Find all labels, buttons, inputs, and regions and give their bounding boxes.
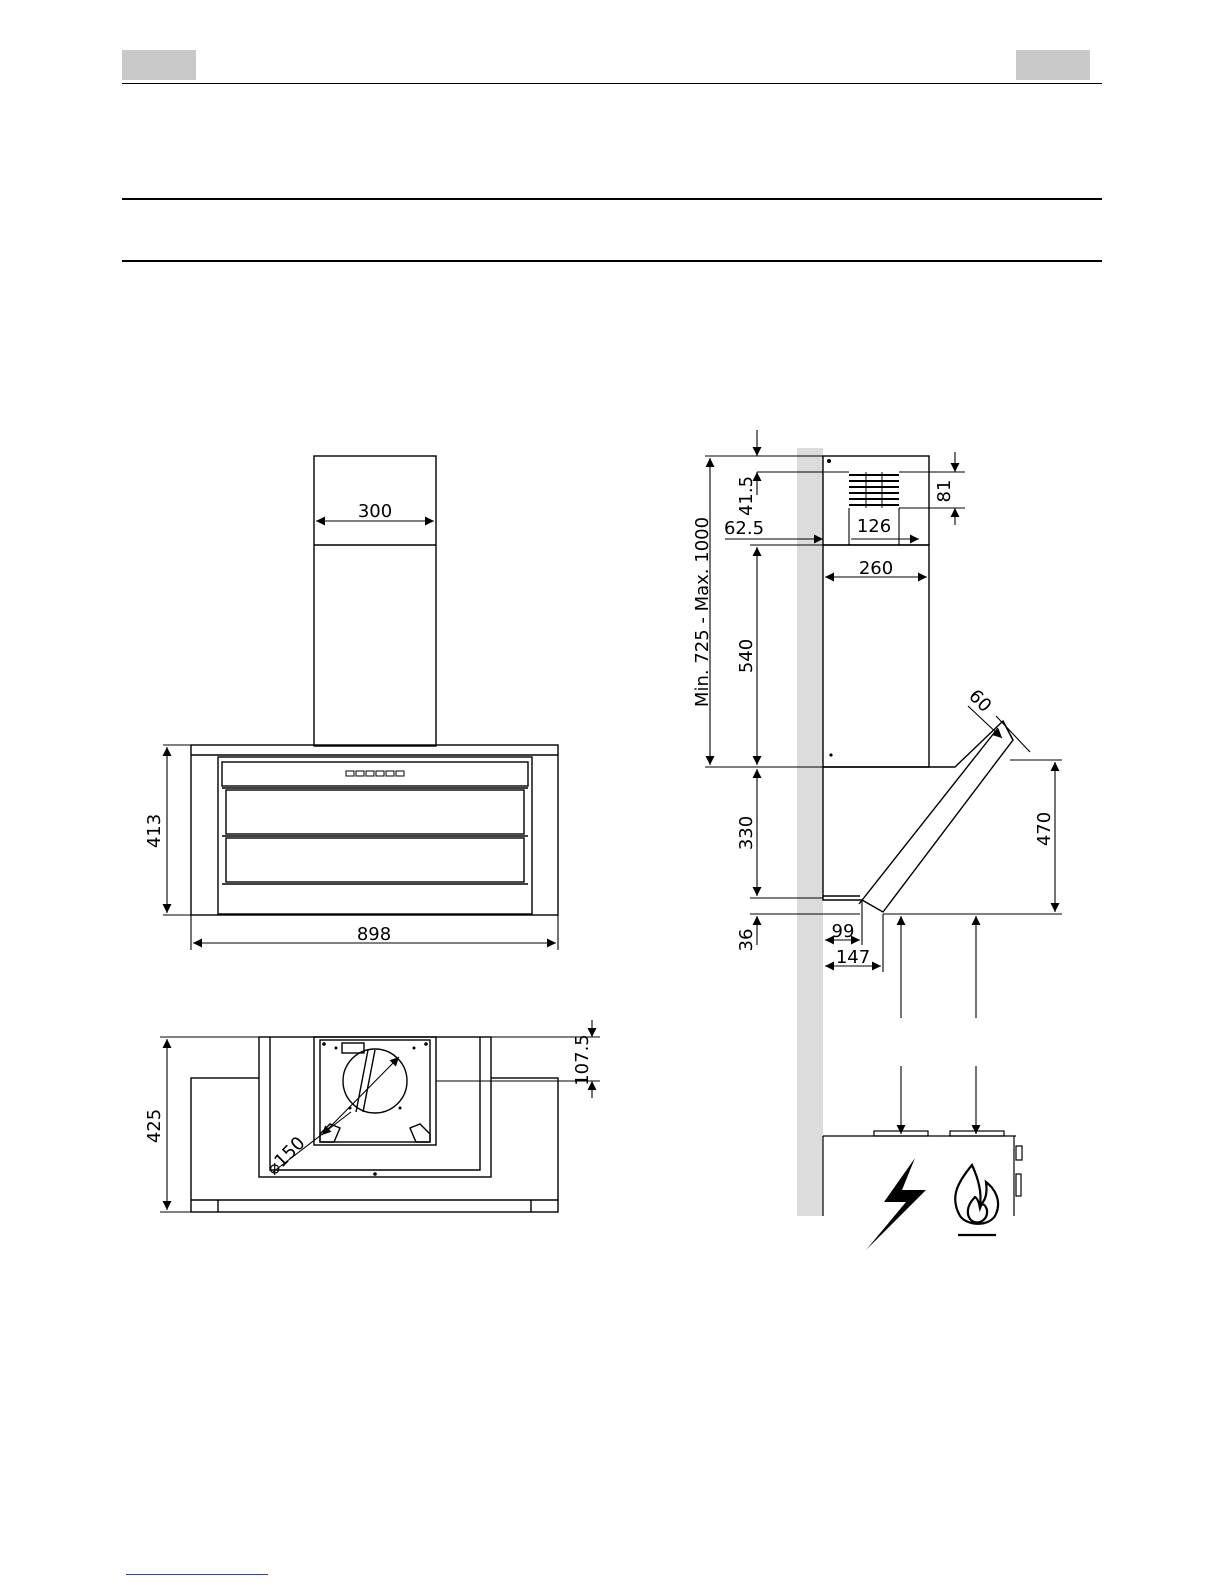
dim-duct-offset: 107.5 [572, 1034, 593, 1086]
dim-chimney-width: 300 [357, 501, 393, 522]
dim-panel-height: 470 [1034, 811, 1055, 847]
dim-body-width: 898 [356, 924, 392, 945]
lightning-bolt-icon [866, 1158, 926, 1250]
dim-top-offset: 41.5 [736, 475, 757, 517]
front-control-buttons [346, 771, 404, 776]
dim-chimney-height: 540 [736, 638, 757, 674]
dim-bottom-offset: 36 [736, 928, 757, 952]
dim-duct-diameter: ⌀150 [262, 1132, 310, 1180]
dim-depth: 425 [144, 1108, 165, 1144]
dim-base-depth-total: 147 [835, 947, 871, 968]
side-markers [827, 459, 833, 757]
dim-panel-thickness: 60 [964, 685, 996, 717]
front-filter-lower [226, 838, 524, 882]
top-view [191, 1037, 558, 1212]
front-chimney [314, 456, 436, 746]
side-vent-grille [849, 472, 899, 508]
wall [797, 448, 823, 1216]
dim-chimney-depth: 260 [858, 558, 894, 579]
dim-base-depth: 99 [831, 921, 855, 942]
flame-icon [955, 1165, 998, 1235]
front-dimensions [163, 521, 558, 950]
dim-vent-height: 81 [934, 479, 955, 503]
side-hood-panel [823, 721, 1013, 912]
cooktop [823, 1131, 1022, 1216]
dim-vent-width: 126 [856, 516, 892, 537]
dim-overall-height: Min. 725 - Max. 1000 [692, 516, 713, 708]
side-view [823, 456, 1013, 912]
dim-hood-height: 330 [736, 815, 757, 851]
dim-wall-gap: 62.5 [723, 518, 765, 539]
front-filter-upper [226, 790, 524, 834]
front-view [191, 456, 558, 915]
footer-link-underline[interactable] [126, 1574, 268, 1575]
dim-body-height: 413 [144, 813, 165, 849]
